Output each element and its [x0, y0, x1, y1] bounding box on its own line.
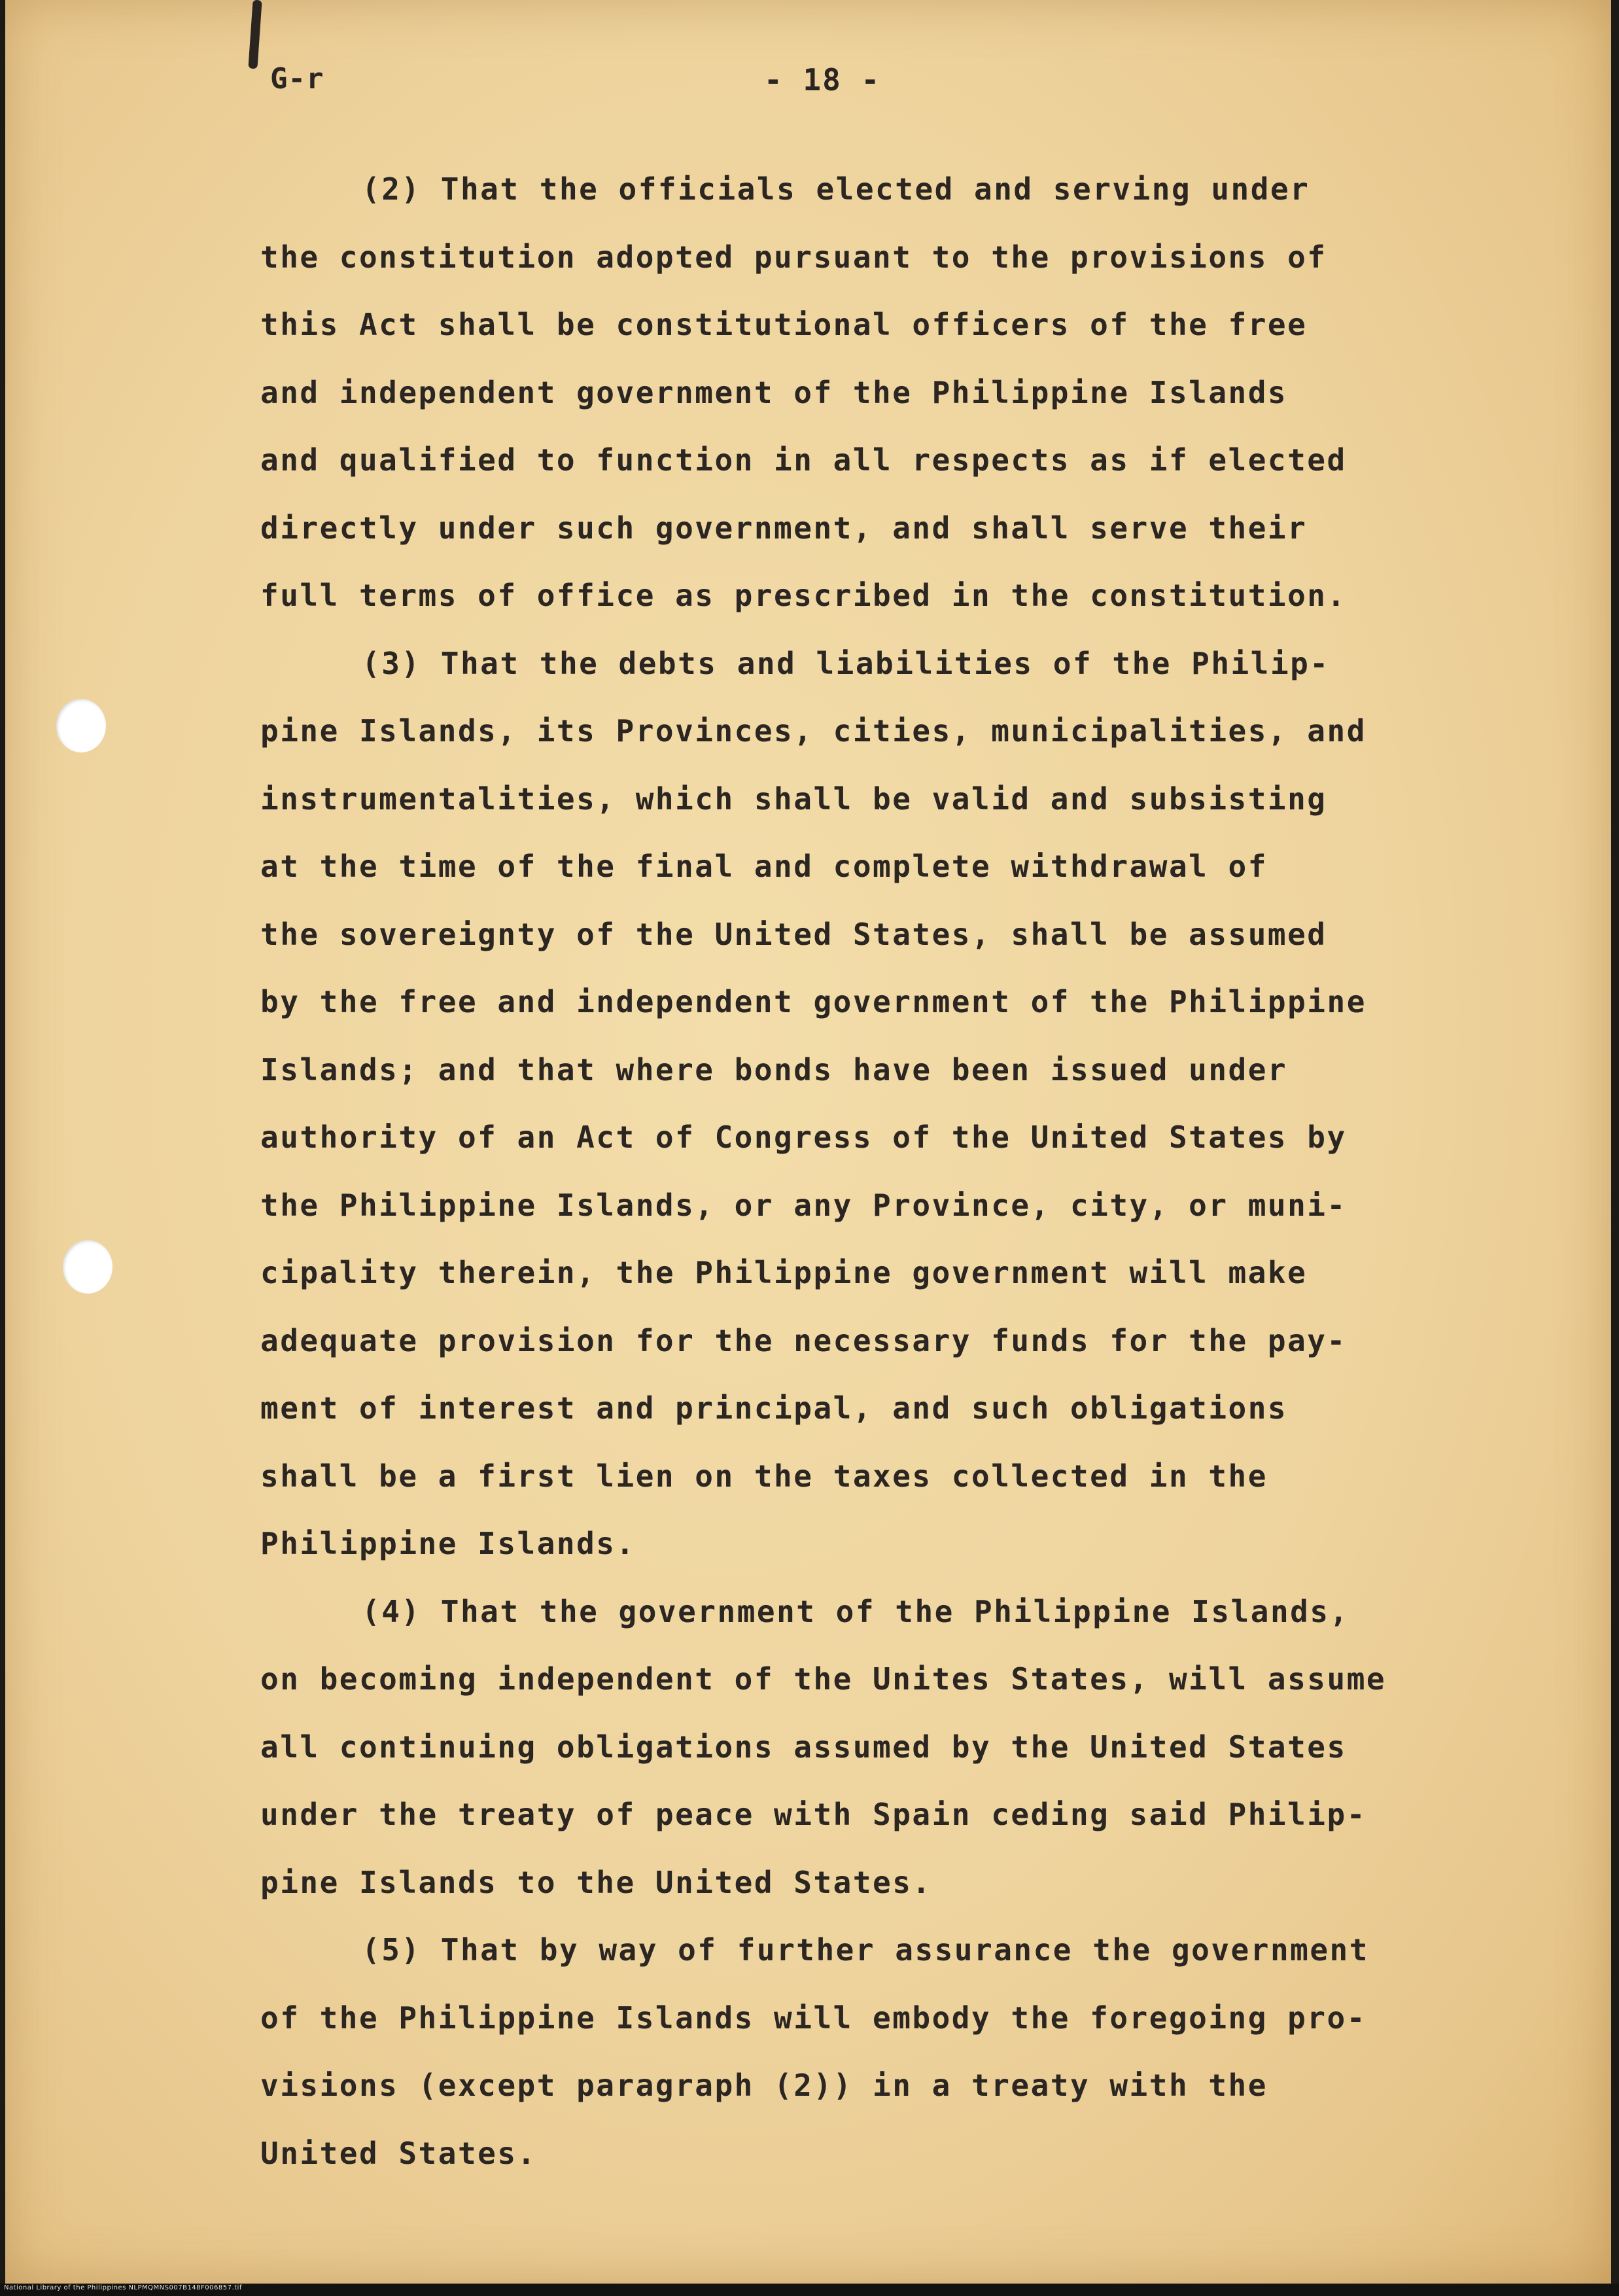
- text-line: authority of an Act of Congress of the United States by: [260, 1120, 1347, 1155]
- ink-mark: [248, 0, 262, 69]
- text-line: directly under such government, and shall serve their: [260, 510, 1308, 546]
- text-line: pine Islands to the United States.: [260, 1864, 932, 1900]
- text-line: all continuing obligations assumed by the United States: [260, 1729, 1347, 1765]
- text-line: on becoming independent of the Unites States, will assume: [260, 1661, 1387, 1697]
- page-header: [5, 62, 1611, 101]
- text-line: pine Islands, its Provinces, cities, municipalities, and: [260, 713, 1367, 749]
- text-line: visions (except paragraph (2)) in a treaty with the: [260, 2068, 1268, 2103]
- text-line: this Act shall be constitutional officers of the free: [260, 307, 1308, 342]
- text-line: adequate provision for the necessary funds for the pay-: [260, 1322, 1347, 1358]
- text-line: the constitution adopted pursuant to the provisions of: [260, 239, 1327, 275]
- text-line: instrumentalities, which shall be valid and subsisting: [260, 781, 1327, 817]
- text-line: ment of interest and principal, and such obligations: [260, 1390, 1288, 1426]
- text-line: and qualified to function in all respects as if elected: [260, 442, 1347, 478]
- scan-footer-caption: National Library of the Philippines NLPMQMNS007B148F006857.tif: [4, 2284, 242, 2291]
- text-line: at the time of the final and complete withdrawal of: [260, 849, 1268, 884]
- text-line: Philippine Islands.: [260, 1526, 636, 1561]
- text-line: (2) That the officials elected and serving under: [362, 171, 1310, 207]
- text-line: under the treaty of peace with Spain ceding said Philip-: [260, 1797, 1367, 1832]
- text-line: United States.: [260, 2135, 537, 2171]
- scan-footer-strip: [0, 2284, 1619, 2296]
- page-number: - 18 -: [764, 62, 881, 97]
- text-line: shall be a first lien on the taxes collected in the: [260, 1458, 1268, 1494]
- text-line: by the free and independent government of the Philippine: [260, 984, 1367, 1019]
- text-line: the Philippine Islands, or any Province, city, or muni-: [260, 1187, 1347, 1223]
- body-text: [260, 156, 1490, 2187]
- punch-hole-top: [56, 699, 106, 752]
- punch-hole-bottom: [63, 1240, 113, 1294]
- document-code: G-r: [270, 62, 324, 96]
- text-line: and independent government of the Philippine Islands: [260, 374, 1288, 410]
- text-line: (3) That the debts and liabilities of the Philip-: [362, 645, 1330, 681]
- text-line: the sovereignty of the United States, shall be assumed: [260, 916, 1327, 952]
- text-line: full terms of office as prescribed in the constitution.: [260, 578, 1347, 613]
- text-line: Islands; and that where bonds have been issued under: [260, 1051, 1288, 1087]
- text-line: of the Philippine Islands will embody the foregoing pro-: [260, 2000, 1367, 2036]
- text-line: (5) That by way of further assurance the government: [362, 1932, 1369, 1968]
- document-page: [5, 0, 1611, 2284]
- text-line: (4) That the government of the Philippine Islands,: [362, 1593, 1349, 1629]
- text-line: cipality therein, the Philippine government will make: [260, 1255, 1308, 1290]
